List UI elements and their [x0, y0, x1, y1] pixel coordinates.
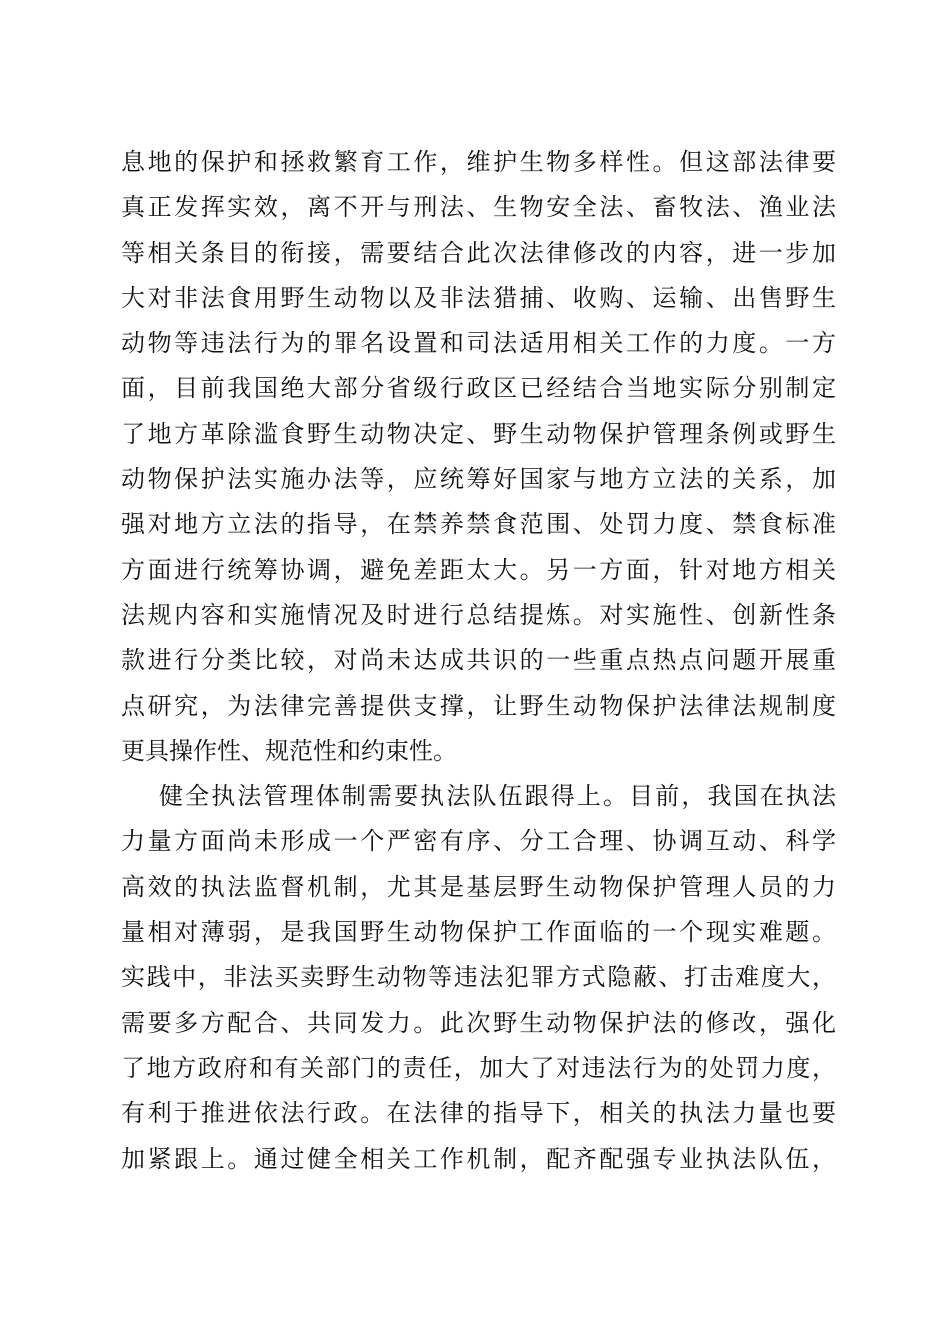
text-line: 了地方革除滥食野生动物决定、野生动物保护管理条例或野生 [121, 419, 836, 448]
text-line: 高效的执法监督机制，尤其是基层野生动物保护管理人员的力 [121, 872, 836, 901]
text-line: 量相对薄弱，是我国野生动物保护工作面临的一个现实难题。 [121, 918, 836, 947]
text-line: 动物等违法行为的罪名设置和司法适用相关工作的力度。一方 [121, 329, 836, 358]
text-line: 点研究，为法律完善提供支撑，让野生动物保护法律法规制度 [121, 691, 836, 720]
text-line: 需要多方配合、共同发力。此次野生动物保护法的修改，强化 [121, 1008, 836, 1037]
text-line: 实践中，非法买卖野生动物等违法犯罪方式隐蔽、打击难度大， [121, 963, 836, 992]
text-line: 大对非法食用野生动物以及非法猎捕、收购、运输、出售野生 [121, 283, 836, 312]
text-line: 力量方面尚未形成一个严密有序、分工合理、协调互动、科学 [121, 827, 836, 856]
paragraph-end-line: 更具操作性、规范性和约束性。 [121, 736, 457, 765]
text-line: 方面进行统筹协调，避免差距太大。另一方面，针对地方相关 [121, 555, 836, 584]
text-line: 强对地方立法的指导，在禁养禁食范围、处罚力度、禁食标准 [121, 510, 836, 539]
text-line: 款进行分类比较，对尚未达成共识的一些重点热点问题开展重 [121, 646, 836, 675]
text-line: 真正发挥实效，离不开与刑法、生物安全法、畜牧法、渔业法 [121, 193, 836, 222]
text-line: 有利于推进依法行政。在法律的指导下，相关的执法力量也要 [121, 1099, 836, 1128]
text-line: 息地的保护和拯救繁育工作，维护生物多样性。但这部法律要 [121, 148, 836, 176]
text-line: 加紧跟上。通过健全相关工作机制，配齐配强专业执法队伍， [121, 1144, 836, 1173]
paragraph-first-line: 健全执法管理体制需要执法队伍跟得上。目前，我国在执法 [159, 782, 836, 811]
text-line: 等相关条目的衔接，需要结合此次法律修改的内容，进一步加 [121, 238, 836, 267]
text-line: 法规内容和实施情况及时进行总结提炼。对实施性、创新性条 [121, 600, 836, 629]
text-line: 面，目前我国绝大部分省级行政区已经结合当地实际分别制定 [121, 374, 836, 403]
text-line: 了地方政府和有关部门的责任，加大了对违法行为的处罚力度， [121, 1053, 836, 1082]
text-line: 动物保护法实施办法等，应统筹好国家与地方立法的关系，加 [121, 465, 836, 494]
body-text [121, 140, 836, 1182]
